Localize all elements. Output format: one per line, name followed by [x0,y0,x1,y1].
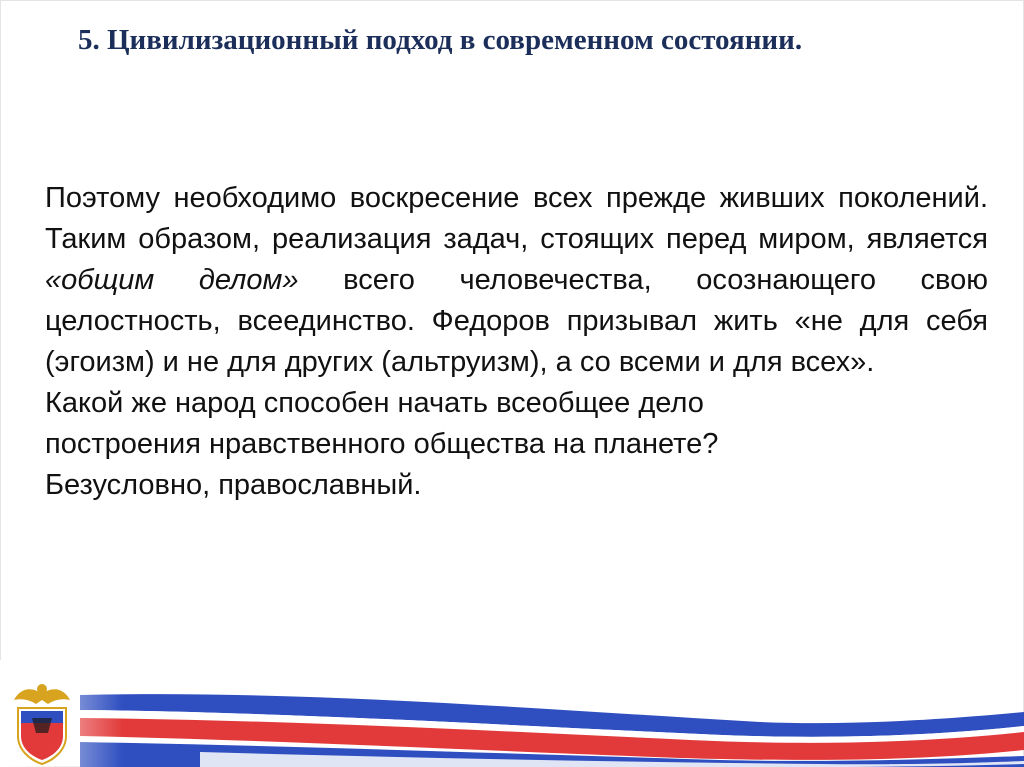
paragraph-1-text-b: всего человечества, осознающего свою целостность, всеединство. Федоров призывал жить «не для себя (эгоизм) и не для других (альтруизм), а со всеми и для всех». [45,264,988,378]
paragraph-1-quote: «общим делом» [45,264,299,296]
eagle-shield-emblem-icon [4,678,80,767]
paragraph-2-line-2: построения нравственного общества на планете? [45,428,719,460]
slide-body [45,178,988,506]
paragraph-3: Безусловно, православный. [45,469,422,501]
paragraph-2-line-1: Какой же народ способен начать всеобщее дело [45,387,704,419]
russian-flag-wave-band [0,660,1024,767]
paragraph-1-text-a: Поэтому необходимо воскресение всех прежде живших поколений. Таким образом, реализация задач, стоящих перед миром, является [45,182,988,255]
paragraph-1 [45,178,988,383]
slide-title: 5. Цивилизационный подход в современном состоянии. [78,24,803,56]
